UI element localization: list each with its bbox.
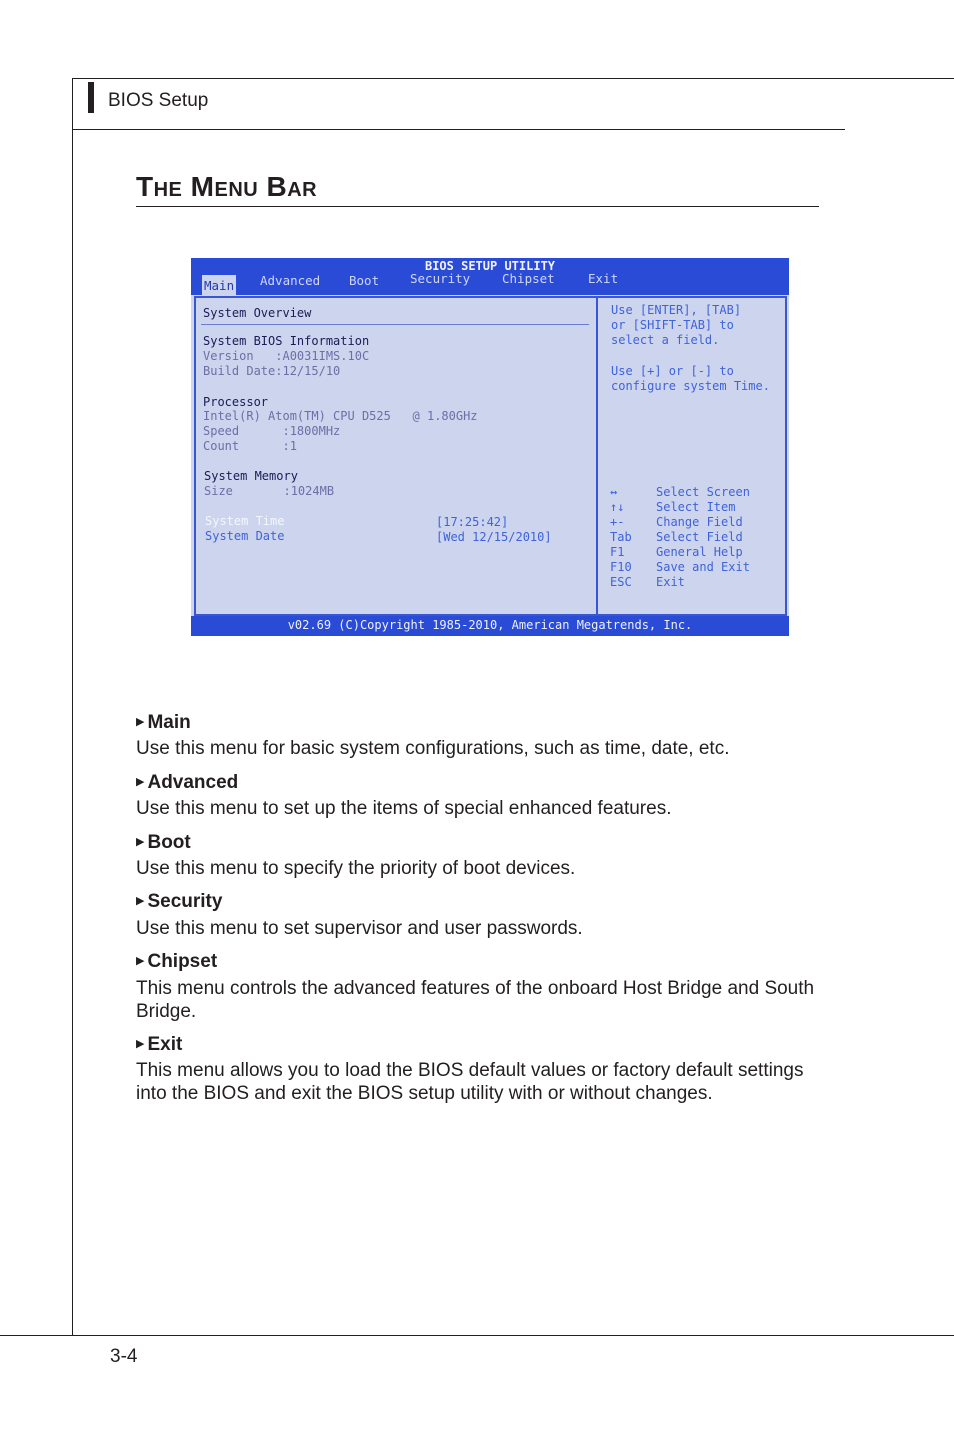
bios-key: F1 <box>610 545 625 559</box>
item-title: Security <box>147 891 223 912</box>
item-description: This menu allows you to load the BIOS default values or factory default settings into the BIOS and exit the BIOS setup utility with or without changes. <box>136 1060 804 1104</box>
bios-menu-advanced[interactable]: Advanced <box>260 273 321 288</box>
item-heading-main <box>136 712 191 734</box>
bios-help-line: Use [ENTER], [TAB] <box>611 303 742 317</box>
item-heading-advanced <box>136 772 238 794</box>
bios-overview-title: System Overview <box>203 306 312 320</box>
title-underline <box>136 206 819 207</box>
bios-panel-divider <box>596 296 598 616</box>
bios-processor-speed: Speed :1800MHz <box>203 424 341 438</box>
bios-processor-model: Intel(R) Atom(TM) CPU D525 @ 1.80GHz <box>203 409 478 423</box>
bios-processor-count: Count :1 <box>203 439 297 453</box>
item-heading-exit <box>136 1034 182 1056</box>
bios-help-line: or [SHIFT-TAB] to <box>611 318 734 332</box>
bios-key: ↑↓ <box>610 500 625 514</box>
bios-build-date: Build Date:12/15/10 <box>203 364 341 378</box>
bios-key: ↔ <box>610 485 618 499</box>
item-description: Use this menu to specify the priority of boot devices. <box>136 858 576 879</box>
bios-system-date-value[interactable]: [Wed 12/15/2010] <box>436 530 552 544</box>
item-heading-boot <box>136 832 191 854</box>
bios-processor-heading: Processor <box>203 395 269 409</box>
bios-copyright: v02.69 (C)Copyright 1985-2010, American Megatrends, Inc. <box>287 618 693 632</box>
bios-menu-main[interactable]: Main <box>202 275 236 296</box>
item-heading-security <box>136 891 222 913</box>
item-heading-chipset <box>136 951 217 973</box>
triangle-bullet-icon: ▶ <box>136 955 145 967</box>
bios-key-desc: Exit <box>656 575 685 589</box>
bios-menu-exit[interactable]: Exit <box>588 271 619 286</box>
item-title: Exit <box>147 1034 183 1055</box>
bios-help-line: select a field. <box>611 333 720 347</box>
header-rule <box>72 78 954 79</box>
page-number: 3-4 <box>110 1346 138 1367</box>
bios-overview-rule <box>201 324 589 325</box>
bios-key: ESC <box>610 575 632 589</box>
bios-menu-security[interactable]: Security <box>410 271 471 286</box>
bios-memory-heading: System Memory <box>204 469 298 483</box>
triangle-bullet-icon: ▶ <box>136 895 145 907</box>
bios-info-heading: System BIOS Information <box>203 334 370 348</box>
triangle-bullet-icon: ▶ <box>136 716 145 728</box>
bios-menu-chipset[interactable]: Chipset <box>502 271 555 286</box>
triangle-bullet-icon: ▶ <box>136 836 145 848</box>
footer-rule <box>0 1335 954 1336</box>
item-description: Use this menu for basic system configurations, such as time, date, etc. <box>136 738 730 759</box>
bios-key-desc: Change Field <box>656 515 743 529</box>
bios-key: +- <box>610 515 625 529</box>
bios-help-line: Use [+] or [-] to <box>611 364 734 378</box>
item-title: Chipset <box>147 951 218 972</box>
triangle-bullet-icon: ▶ <box>136 1038 145 1050</box>
bios-key-desc: Select Item <box>656 500 736 514</box>
bios-footer-bar <box>191 616 789 636</box>
header-marker <box>88 82 94 113</box>
bios-version: Version :A0031IMS.10C <box>203 349 370 363</box>
bios-menu-boot[interactable]: Boot <box>349 273 380 288</box>
item-title: Main <box>147 712 191 733</box>
bios-key-desc: Select Screen <box>656 485 750 499</box>
bios-key: F10 <box>610 560 632 574</box>
left-margin-rule <box>72 78 73 1335</box>
bios-key-desc: Select Field <box>656 530 743 544</box>
bios-key-desc: General Help <box>656 545 743 559</box>
bios-help-line: configure system Time. <box>611 379 770 393</box>
item-title: Advanced <box>147 772 239 793</box>
triangle-bullet-icon: ▶ <box>136 776 145 788</box>
bios-title: BIOS SETUP UTILITY <box>424 259 556 273</box>
item-description: Use this menu to set supervisor and user passwords. <box>136 918 583 939</box>
bios-system-time-label[interactable]: System Time <box>205 514 285 528</box>
item-description: This menu controls the advanced features of the onboard Host Bridge and South Bridge. <box>136 978 815 1022</box>
bios-memory-size: Size :1024MB <box>204 484 335 498</box>
bios-system-time-value[interactable]: [17:25:42] <box>436 515 509 529</box>
header-underline <box>72 129 845 130</box>
page-title: The Menu Bar <box>136 171 318 202</box>
bios-screenshot <box>191 258 789 636</box>
bios-system-date-label[interactable]: System Date <box>205 529 285 543</box>
item-description: Use this menu to set up the items of special enhanced features. <box>136 798 672 819</box>
bios-key: Tab <box>610 530 632 544</box>
item-title: Boot <box>147 832 191 853</box>
header-section-title: BIOS Setup <box>108 90 209 111</box>
bios-key-desc: Save and Exit <box>656 560 750 574</box>
